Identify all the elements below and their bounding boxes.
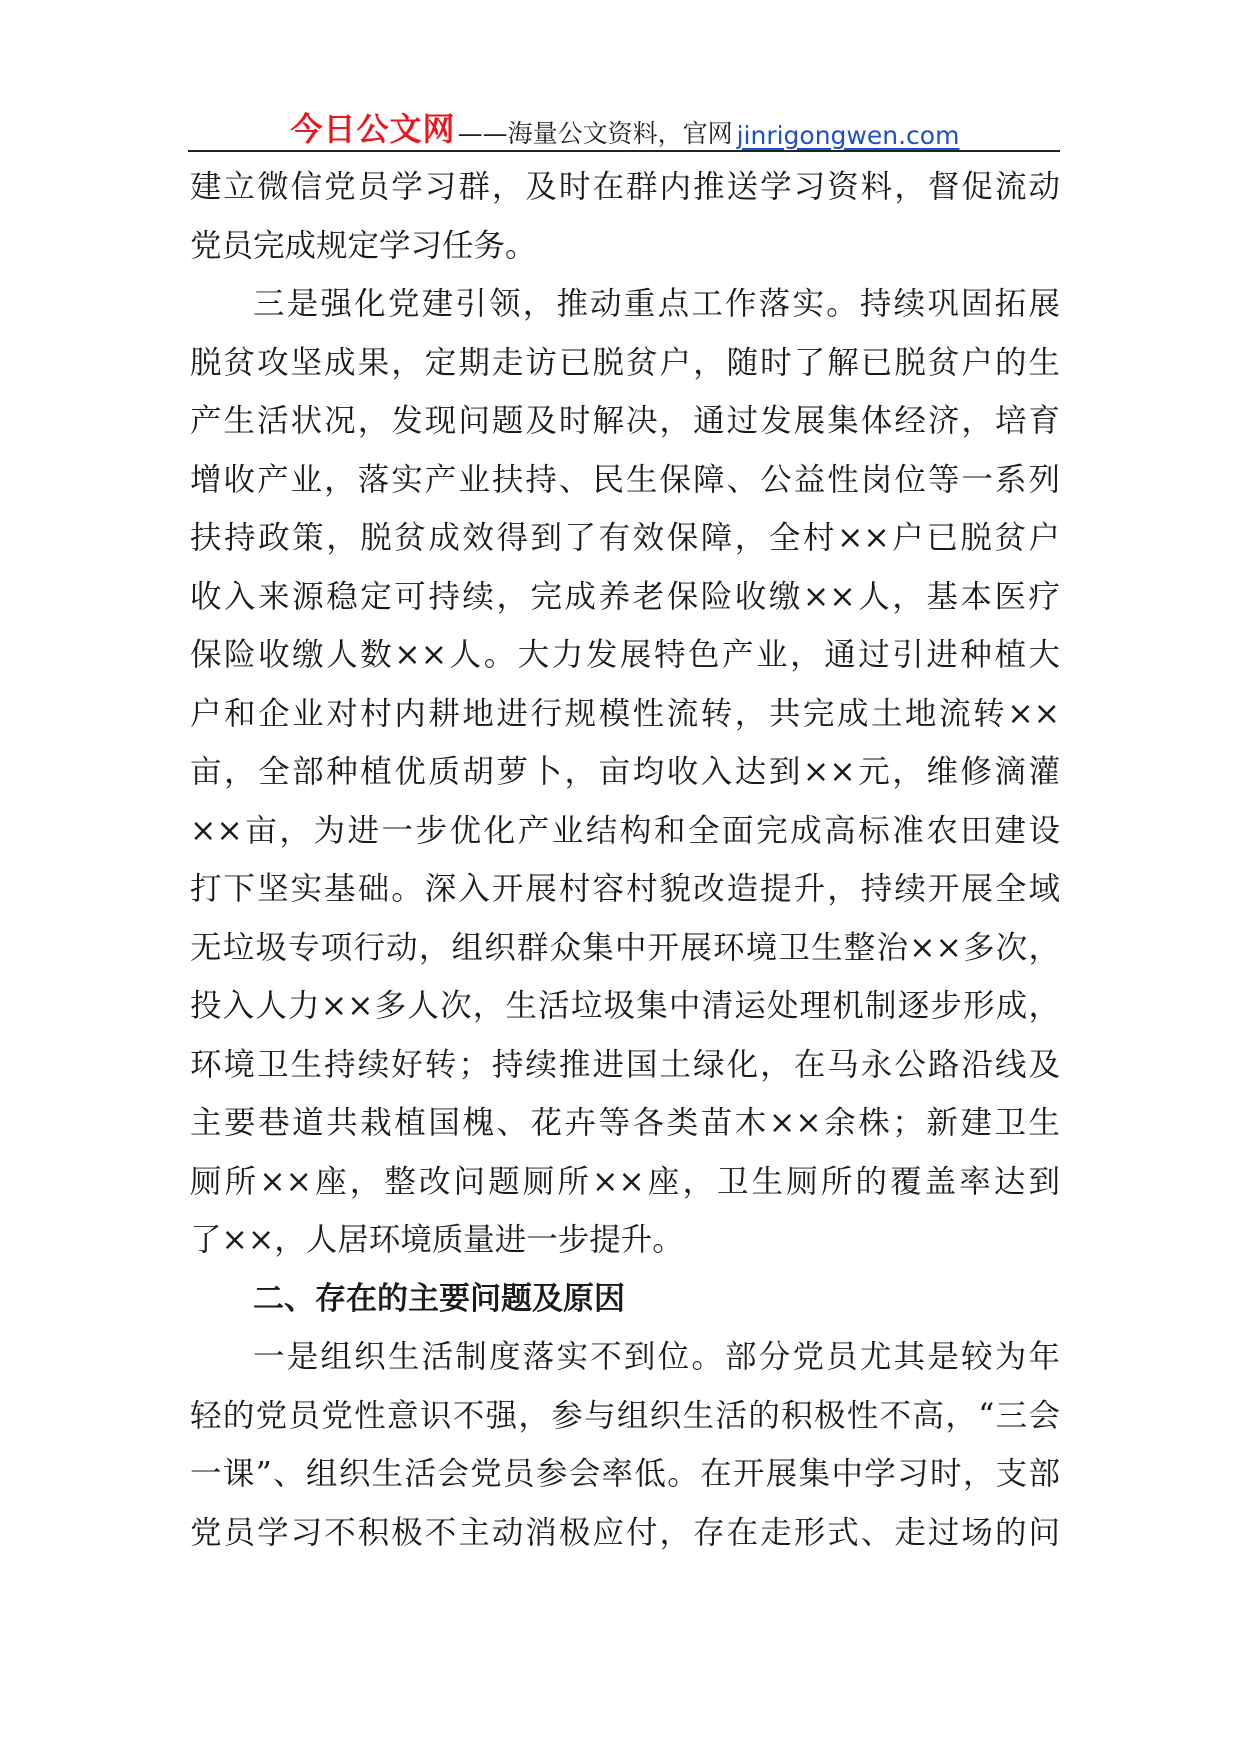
text-line: 扶持政策，脱贫成效得到了有效保障，全村××户已脱贫户 [190,520,1060,556]
header-divider [188,150,1060,152]
text-line: 三是强化党建引领，推动重点工作落实。持续巩固拓展 [253,286,1060,322]
text-line: 轻的党员党性意识不强，参与组织生活的积极性不高，“三会 [190,1397,1060,1434]
document-body [190,158,1060,1562]
text-line: 投入人力××多人次，生活垃圾集中清运处理机制逐步形成， [190,988,1060,1024]
text-line: 了××，人居环境质量进一步提升。 [190,1222,684,1258]
text-line: 一课”、组织生活会党员参会率低。在开展集中学习时，支部 [190,1456,1060,1492]
text-line: 无垃圾专项行动，组织群众集中开展环境卫生整治××多次， [190,929,1060,966]
text-line: 户和企业对村内耕地进行规模性流转，共完成土地流转×× [190,695,1060,732]
text-line: ××亩，为进一步优化产业结构和全面完成高标准农田建设 [190,812,1060,849]
text-line: 党员完成规定学习任务。 [190,227,537,264]
text-line: 保险收缴人数××人。大力发展特色产业，通过引进种植大 [190,637,1060,673]
text-line: 亩，全部种植优质胡萝卜，亩均收入达到××元，维修滴灌 [190,754,1060,790]
text-line: 增收产业，落实产业扶持、民生保障、公益性岗位等一系列 [190,461,1060,498]
text-line: 厕所××座，整改问题厕所××座，卫生厕所的覆盖率达到 [190,1163,1060,1200]
text-line: 脱贫攻坚成果，定期走访已脱贫户，随时了解已脱贫户的生 [190,344,1060,381]
text-line: 打下坚实基础。深入开展村容村貌改造提升，持续开展全域 [190,871,1060,907]
text-line: 一是组织生活制度落实不到位。部分党员尤其是较为年 [253,1339,1060,1375]
text-line: 产生活状况，发现问题及时解决，通过发展集体经济，培育 [190,403,1060,439]
text-line: 环境卫生持续好转；持续推进国土绿化，在马永公路沿线及 [190,1046,1060,1083]
text-line: 建立微信党员学习群，及时在群内推送学习资料，督促流动 [190,169,1060,205]
site-header [190,106,1060,150]
text-line: 主要巷道共栽植国槐、花卉等各类苗木××余株；新建卫生 [190,1105,1060,1141]
brand-logo-text: 今日公文网 [290,110,456,148]
header-tagline: ——海量公文资料，官网 [457,119,733,148]
text-line: 收入来源稳定可持续，完成养老保险收缴××人，基本医疗 [190,578,1060,615]
text-line: 党员学习不积极不主动消极应付，存在走形式、走过场的问 [190,1514,1060,1551]
website-link[interactable]: jinrigongwen.com [736,121,960,150]
section-heading: 二、存在的主要问题及原因 [253,1280,625,1317]
